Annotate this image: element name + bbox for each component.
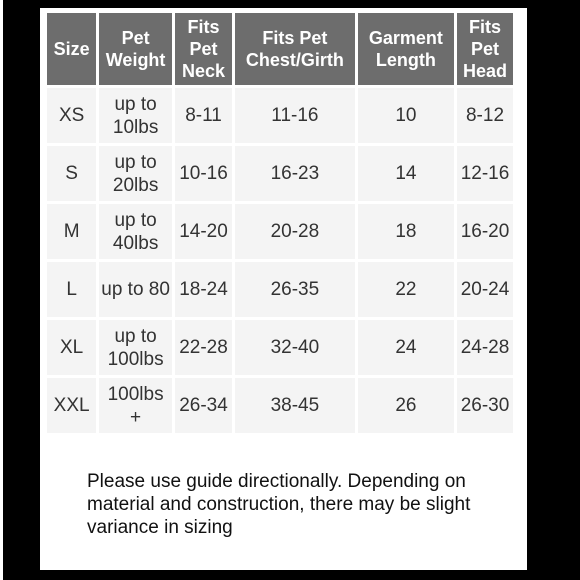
header-pet-weight: Pet Weight	[99, 13, 172, 85]
cell-head: 24-28	[457, 320, 513, 375]
cell-chest: 32-40	[235, 320, 355, 375]
cell-size: XS	[47, 88, 96, 143]
cell-weight: up to 10lbs	[99, 88, 172, 143]
cell-length: 18	[358, 204, 454, 259]
table-header-row	[47, 13, 513, 85]
table-row	[47, 88, 513, 143]
cell-neck: 22-28	[175, 320, 232, 375]
cell-chest: 38-45	[235, 378, 355, 433]
header-size: Size	[47, 13, 96, 85]
cell-neck: 8-11	[175, 88, 232, 143]
cell-chest: 16-23	[235, 146, 355, 201]
size-chart	[44, 10, 516, 436]
cell-chest: 11-16	[235, 88, 355, 143]
left-edge	[0, 0, 3, 580]
cell-head: 8-12	[457, 88, 513, 143]
cell-weight: up to 100lbs	[99, 320, 172, 375]
cell-size: M	[47, 204, 96, 259]
cell-length: 10	[358, 88, 454, 143]
cell-weight: 100lbs +	[99, 378, 172, 433]
header-fits-pet-head: Fits Pet Head	[457, 13, 513, 85]
cell-size: L	[47, 262, 96, 317]
cell-neck: 10-16	[175, 146, 232, 201]
cell-length: 26	[358, 378, 454, 433]
cell-size: S	[47, 146, 96, 201]
cell-chest: 26-35	[235, 262, 355, 317]
cell-neck: 26-34	[175, 378, 232, 433]
cell-head: 20-24	[457, 262, 513, 317]
cell-head: 16-20	[457, 204, 513, 259]
cell-chest: 20-28	[235, 204, 355, 259]
size-table	[44, 10, 516, 436]
cell-weight: up to 40lbs	[99, 204, 172, 259]
cell-length: 22	[358, 262, 454, 317]
cell-head: 12-16	[457, 146, 513, 201]
cell-size: XXL	[47, 378, 96, 433]
cell-weight: up to 80	[99, 262, 172, 317]
cell-size: XL	[47, 320, 96, 375]
cell-length: 24	[358, 320, 454, 375]
table-row	[47, 378, 513, 433]
table-row	[47, 320, 513, 375]
cell-length: 14	[358, 146, 454, 201]
cell-neck: 14-20	[175, 204, 232, 259]
cell-neck: 18-24	[175, 262, 232, 317]
cell-weight: up to 20lbs	[99, 146, 172, 201]
table-row	[47, 204, 513, 259]
sizing-disclaimer: Please use guide directionally. Depending on material and construction, there may be slight variance in sizing	[87, 471, 471, 538]
header-fits-pet-chest-girth: Fits Pet Chest/Girth	[235, 13, 355, 85]
table-row	[47, 146, 513, 201]
table-row	[47, 262, 513, 317]
header-garment-length: Garment Length	[358, 13, 454, 85]
cell-head: 26-30	[457, 378, 513, 433]
header-fits-pet-neck: Fits Pet Neck	[175, 13, 232, 85]
